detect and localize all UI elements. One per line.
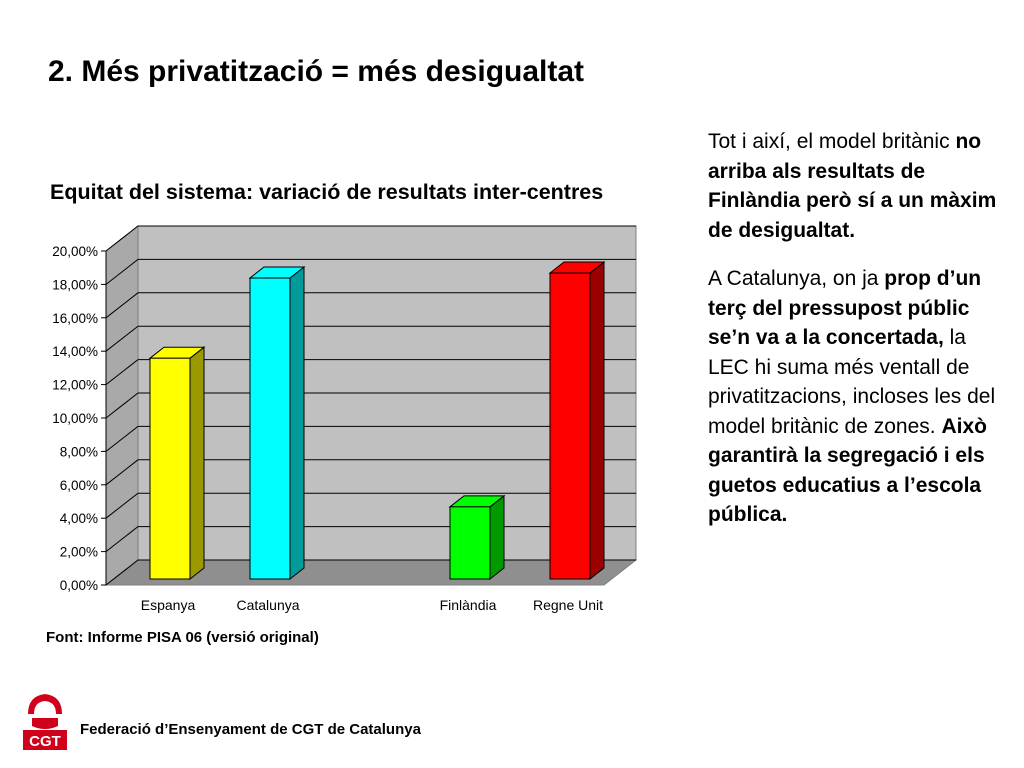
y-tick-label: 10,00% xyxy=(52,411,98,426)
bar-side xyxy=(190,347,204,579)
text-segment: la LEC hi suma més ventall de privatitzacions, incloses les del model britànic de zones. xyxy=(708,326,996,438)
y-tick-label: 8,00% xyxy=(59,444,98,460)
bar xyxy=(550,273,590,579)
y-tick-label: 4,00% xyxy=(59,511,98,527)
bar-side xyxy=(490,496,504,579)
bar xyxy=(450,507,490,579)
commentary-text xyxy=(708,127,998,549)
y-tick-label: 2,00% xyxy=(59,544,98,560)
bar-chart xyxy=(28,160,648,650)
slide-title: 2. Més privatització = més desigualtat xyxy=(48,55,585,88)
commentary-paragraph-2 xyxy=(708,264,998,530)
y-tick-label: 16,00% xyxy=(52,310,98,326)
cgt-logo xyxy=(20,688,70,752)
y-tick-label: 14,00% xyxy=(52,344,98,360)
x-tick-label: Regne Unit xyxy=(532,597,604,613)
chart-plot-area xyxy=(52,226,636,613)
y-tick-label: 6,00% xyxy=(59,477,98,493)
bold-segment: Això garantirà la segregació i els guetos educatius a l’escola pública. xyxy=(708,414,987,526)
bold-segment: prop d’un terç del pressupost públic se’n va a la concertada, xyxy=(708,267,982,349)
chart-title: Equitat del sistema: variació de resultats inter-centres xyxy=(50,180,604,204)
chart-source: Font: Informe PISA 06 (versió original) xyxy=(46,629,319,646)
x-tick-label: Finlàndia xyxy=(439,597,497,613)
commentary-paragraph-1 xyxy=(708,127,998,245)
bar-side xyxy=(590,262,604,579)
bar xyxy=(250,278,290,579)
y-tick-label: 12,00% xyxy=(52,377,98,393)
footer-organization: Federació d’Ensenyament de CGT de Catalunya xyxy=(80,721,421,738)
x-tick-label: Catalunya xyxy=(236,597,300,613)
bar-side xyxy=(290,267,304,579)
bar xyxy=(150,358,190,579)
text-segment: A Catalunya, on ja xyxy=(708,267,885,290)
bold-segment: no arriba als resultats de Finlàndia però sí a un màxim de desigualtat. xyxy=(708,130,997,242)
y-tick-label: 18,00% xyxy=(52,277,98,293)
y-tick-label: 0,00% xyxy=(59,578,98,593)
y-tick-label: 20,00% xyxy=(52,244,98,259)
text-segment: Tot i així, el model britànic xyxy=(708,130,956,153)
svg-text:CGT: CGT xyxy=(29,733,61,750)
x-tick-label: Espanya xyxy=(140,597,196,613)
